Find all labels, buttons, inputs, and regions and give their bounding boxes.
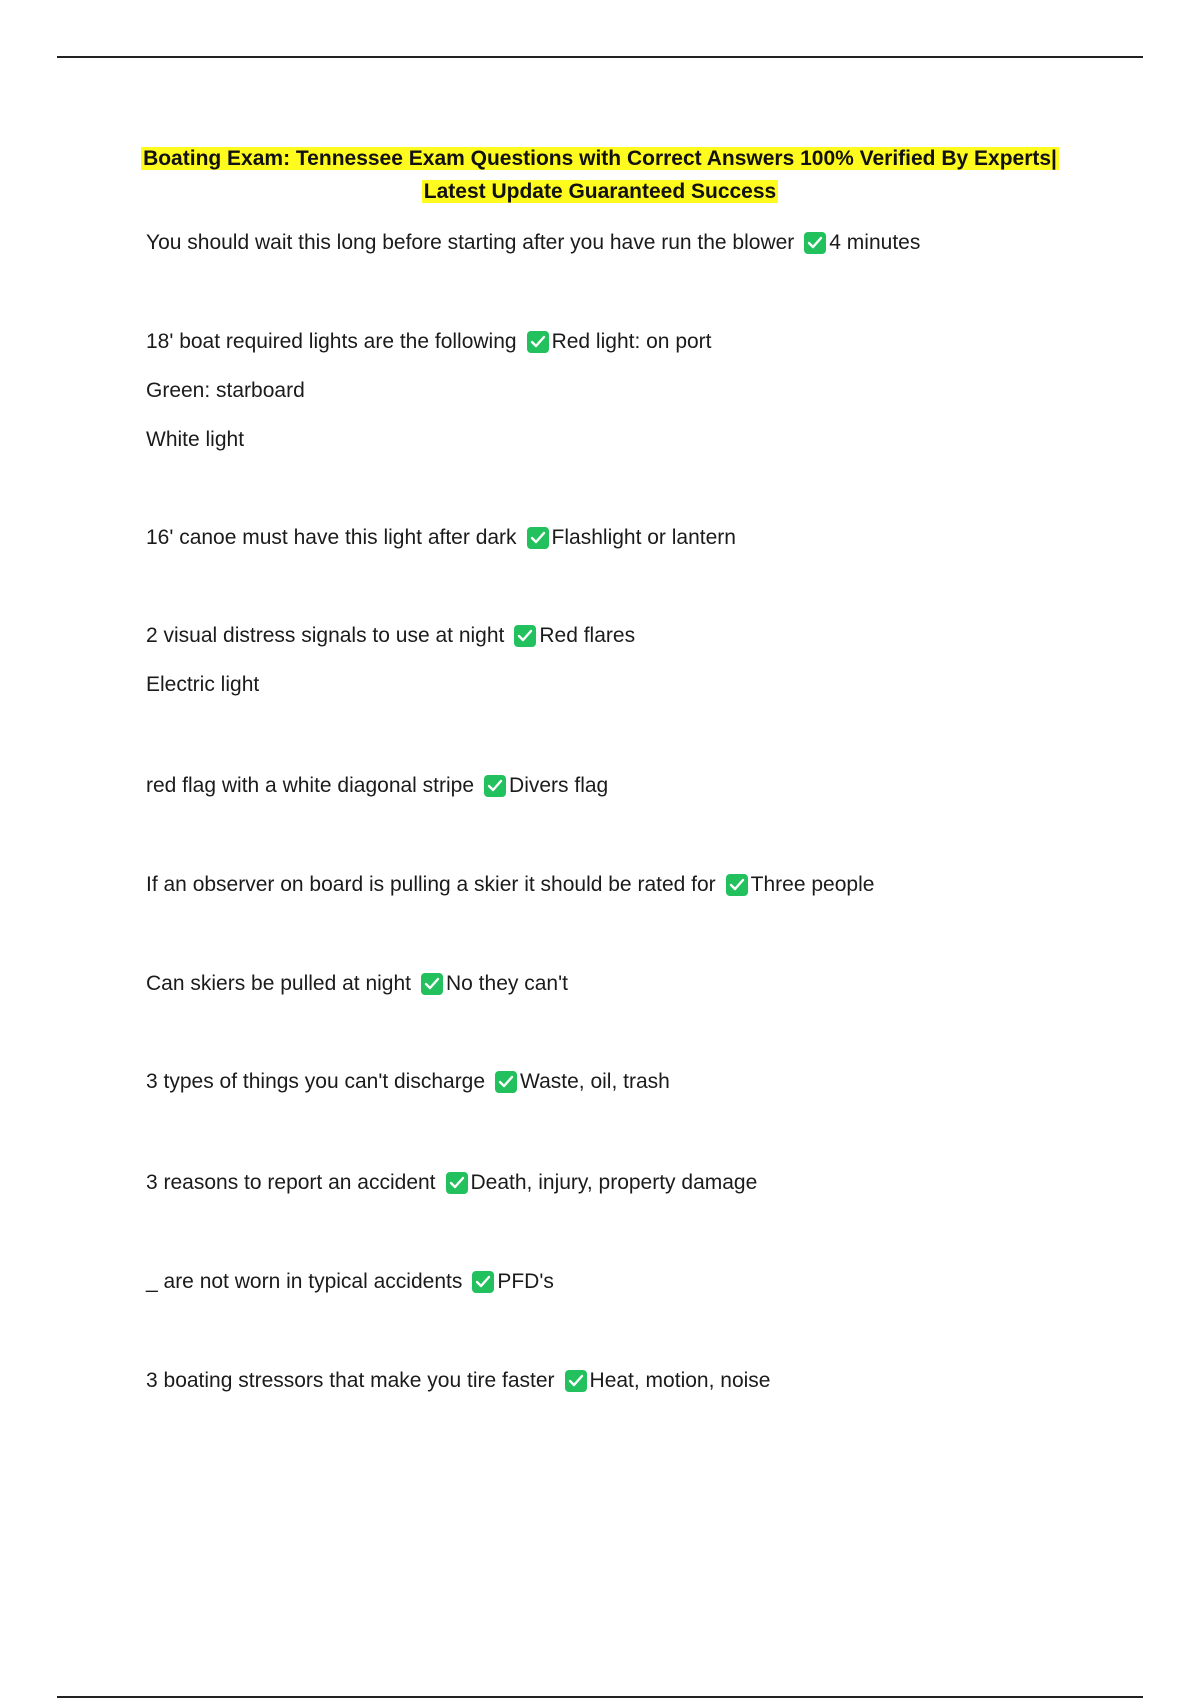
answer-continuation: Electric light	[146, 673, 260, 696]
check-mark-icon	[514, 625, 536, 647]
check-mark-icon	[804, 232, 826, 254]
title-line-1: Boating Exam: Tennessee Exam Questions with Correct Answers 100% Verified By Experts|	[143, 147, 1057, 170]
qa-item	[146, 1068, 670, 1096]
check-mark-icon	[527, 331, 549, 353]
qa-item	[146, 1367, 770, 1395]
check-mark-icon	[421, 973, 443, 995]
qa-item	[146, 524, 736, 552]
answer-text: Three people	[750, 873, 875, 896]
qa-item	[146, 1268, 554, 1296]
question-text: 2 visual distress signals to use at night	[146, 624, 505, 647]
question-text: red flag with a white diagonal stripe	[146, 774, 475, 797]
question-text: 16' canoe must have this light after dark	[146, 526, 517, 549]
answer-text: Red light: on port	[551, 330, 712, 353]
check-mark-icon	[446, 1172, 468, 1194]
qa-item	[146, 871, 874, 899]
answer-text: Flashlight or lantern	[551, 526, 736, 549]
qa-item	[146, 1169, 757, 1197]
question-text: _ are not worn in typical accidents	[146, 1270, 463, 1293]
qa-item	[146, 622, 635, 650]
answer-text: Divers flag	[509, 774, 609, 797]
check-mark-icon	[527, 527, 549, 549]
question-text: 18' boat required lights are the following	[146, 330, 517, 353]
answer-text: Death, injury, property damage	[470, 1171, 758, 1194]
qa-item	[146, 772, 608, 800]
check-mark-icon	[495, 1071, 517, 1093]
answer-text: Heat, motion, noise	[589, 1369, 771, 1392]
question-text: 3 types of things you can't discharge	[146, 1070, 486, 1093]
answer-text: No they can't	[446, 972, 568, 995]
question-text: 3 boating stressors that make you tire faster	[146, 1369, 555, 1392]
question-text: Can skiers be pulled at night	[146, 972, 411, 995]
question-text: 3 reasons to report an accident	[146, 1171, 436, 1194]
top-rule	[57, 56, 1143, 58]
bottom-rule	[57, 1696, 1143, 1698]
qa-item	[146, 328, 712, 356]
answer-text: Red flares	[539, 624, 636, 647]
check-mark-icon	[472, 1271, 494, 1293]
check-mark-icon	[565, 1370, 587, 1392]
answer-text: Waste, oil, trash	[520, 1070, 670, 1093]
check-mark-icon	[484, 775, 506, 797]
qa-item	[146, 970, 568, 998]
title-line-2: Latest Update Guaranteed Success	[423, 180, 777, 203]
answer-text: PFD's	[497, 1270, 554, 1293]
answer-continuation: White light	[146, 428, 245, 451]
question-text: You should wait this long before starting after you have run the blower	[146, 231, 795, 254]
answer-continuation: Green: starboard	[146, 379, 305, 402]
document-title	[100, 142, 1100, 208]
qa-item	[146, 229, 920, 257]
question-text: If an observer on board is pulling a skier it should be rated for	[146, 873, 716, 896]
answer-text: 4 minutes	[829, 231, 921, 254]
check-mark-icon	[726, 874, 748, 896]
